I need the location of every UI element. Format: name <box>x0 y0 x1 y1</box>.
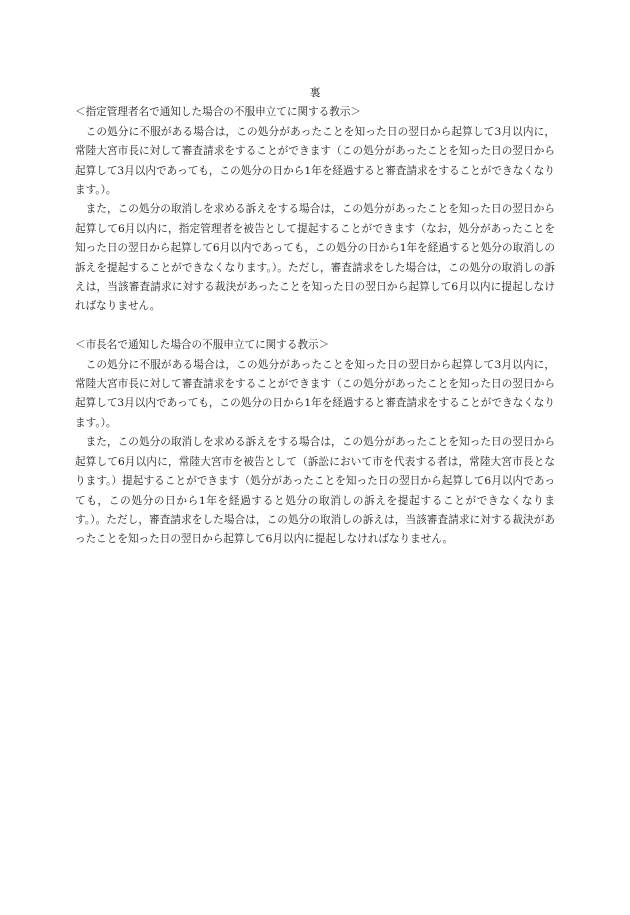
section-designated-manager-notice <box>75 103 555 316</box>
paragraph-lawsuit: また，この処分の取消しを求める訴えをする場合は，この処分があったことを知った日の翌日から起算して6月以内に，指定管理者を被告として提起することができます（なお，処分があったことを知った日の翌日から起算して6月以内であっても，この処分の日から1年を経過すると処分の取消しの訴えを提起することができなくなります。）。ただし，審査請求をした場合は，この処分の取消しの訴えは，当該審査請求に対する裁決があったことを知った日の翌日から起算して6月以内に提起しなければなりません。 <box>75 203 555 313</box>
paragraph-appeal: この処分に不服がある場合は，この処分があったことを知った日の翌日から起算して3月以内に，常陸大宮市長に対して審査請求をすることができます（この処分があったことを知った日の翌日から起算して3月以内であっても，この処分の日から1年を経過すると審査請求をすることができなくなります。）。 <box>75 125 555 197</box>
paragraph-lawsuit: また，この処分の取消しを求める訴えをする場合は，この処分があったことを知った日の翌日から起算して6月以内に，常陸大宮市を被告として（訴訟において市を代表する者は，常陸大宮市長となります。）提起することができます（処分があったことを知った日の翌日から起算して6月以内であっても，この処分の日から1年を経過すると処分の取消しの訴えを提起することができなくなります。）。ただし，審査請求をした場合は，この処分の取消しの訴えは，当該審査請求に対する裁決があったことを知った日の翌日から起算して6月以内に提起しなければなりません。 <box>75 436 555 546</box>
paragraph-appeal: この処分に不服がある場合は，この処分があったことを知った日の翌日から起算して3月以内に，常陸大宮市長に対して審査請求をすることができます（この処分があったことを知った日の翌日から起算して3月以内であっても，この処分の日から1年を経過すると審査請求をすることができなくなります。）。 <box>75 358 555 429</box>
section-heading: ＜指定管理者名で通知した場合の不服申立てに関する教示＞ <box>75 106 362 119</box>
page-title: 裏 <box>309 87 321 99</box>
section-heading: ＜市長名で通知した場合の不服申立てに関する教示＞ <box>75 339 330 352</box>
section-mayor-notice <box>75 336 555 549</box>
document-page <box>75 84 555 550</box>
